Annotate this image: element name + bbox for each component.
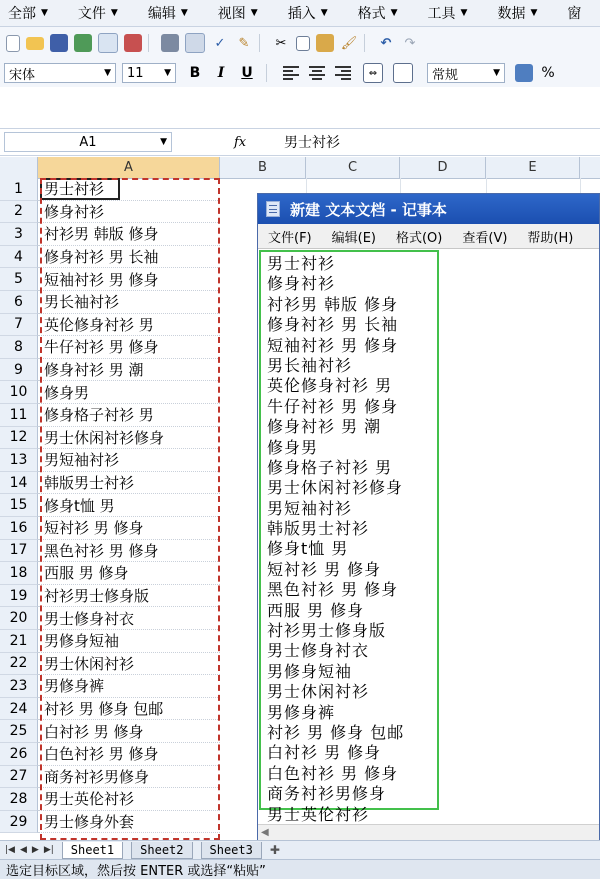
cell-a[interactable]: 男士衬衫 bbox=[38, 178, 220, 201]
chevron-down-icon: ▼ bbox=[164, 68, 171, 78]
cell-a[interactable]: 男修身短袖 bbox=[38, 630, 220, 653]
align-center-icon[interactable] bbox=[309, 66, 325, 80]
bold-button[interactable]: B bbox=[189, 65, 201, 81]
toolbar-separator bbox=[148, 34, 149, 52]
toolbar-separator bbox=[364, 34, 365, 52]
menu-format[interactable] bbox=[358, 3, 398, 23]
notepad-menu-edit[interactable]: 编辑(E) bbox=[331, 230, 376, 246]
row-header[interactable]: 6 bbox=[0, 291, 38, 314]
formatting-toolbar bbox=[0, 59, 600, 87]
menu-edit[interactable] bbox=[148, 3, 188, 23]
cell-a[interactable]: 男士休闲衬衫修身 bbox=[38, 427, 220, 450]
column-header-e[interactable]: E bbox=[486, 157, 580, 178]
chevron-down-icon: ▼ bbox=[160, 137, 167, 147]
cell-a[interactable]: 男士休闲衬衫 bbox=[38, 653, 220, 676]
text-line: 男短袖衬衫 bbox=[267, 498, 353, 518]
prev-sheet-icon[interactable]: ◀ bbox=[19, 845, 27, 855]
cell-a[interactable]: 男修身裤 bbox=[38, 675, 220, 698]
research-icon[interactable] bbox=[124, 34, 142, 52]
print-preview-icon[interactable] bbox=[185, 33, 205, 53]
chevron-down-icon: ▼ bbox=[460, 8, 468, 18]
notepad-menu-view[interactable]: 查看(V) bbox=[462, 230, 508, 246]
cell-a[interactable]: 黑色衬衫 男 修身 bbox=[38, 540, 220, 563]
cell-a[interactable]: 衬衫男士修身版 bbox=[38, 585, 220, 608]
first-sheet-icon[interactable]: |◀ bbox=[5, 845, 15, 855]
cell-a[interactable]: 牛仔衬衫 男 修身 bbox=[38, 336, 220, 359]
cell-a[interactable]: 修身男 bbox=[38, 381, 220, 404]
chevron-down-icon: ▼ bbox=[493, 68, 500, 78]
row-header[interactable]: 25 bbox=[0, 720, 38, 743]
sheet-tab-2[interactable]: Sheet2 bbox=[131, 842, 192, 859]
copy-icon[interactable] bbox=[296, 36, 310, 51]
permission-icon[interactable] bbox=[74, 34, 92, 52]
name-box-value: A1 bbox=[79, 134, 97, 150]
align-right-icon[interactable] bbox=[335, 66, 351, 80]
toolbar-area-blank bbox=[0, 87, 600, 127]
row-header[interactable]: 26 bbox=[0, 743, 38, 766]
text-line: 西服 男 修身 bbox=[267, 600, 365, 620]
menu-label: 数据 bbox=[497, 6, 526, 22]
menu-label: 文件 bbox=[77, 6, 106, 22]
notepad-window bbox=[257, 193, 600, 843]
text-line: 男长袖衬衫 bbox=[267, 355, 353, 375]
status-bar: 选定目标区域，然后按 ENTER 或选择“粘贴” bbox=[0, 859, 600, 879]
menu-label: 全部 bbox=[8, 6, 36, 22]
underline-button[interactable]: U bbox=[241, 65, 253, 81]
row-header[interactable]: 18 bbox=[0, 562, 38, 585]
column-header-row bbox=[0, 157, 600, 179]
standard-toolbar bbox=[0, 27, 600, 59]
cell-a[interactable]: 商务衬衫男修身 bbox=[38, 766, 220, 789]
save-icon[interactable] bbox=[50, 34, 68, 52]
row-header[interactable]: 14 bbox=[0, 472, 38, 495]
last-sheet-icon[interactable]: ▶| bbox=[43, 845, 54, 855]
currency-icon[interactable] bbox=[515, 64, 533, 82]
cell-a[interactable]: 修身衬衫 男 长袖 bbox=[38, 246, 220, 269]
font-name-select[interactable] bbox=[4, 63, 116, 83]
notepad-menu-file[interactable]: 文件(F) bbox=[268, 230, 312, 246]
text-line: 衬衫男士修身版 bbox=[267, 621, 387, 641]
sheet-tab-bar bbox=[0, 840, 600, 859]
cell-a[interactable]: 英伦修身衬衫 男 bbox=[38, 314, 220, 337]
row-header[interactable]: 16 bbox=[0, 517, 38, 540]
cell-a[interactable]: 衬衫 男 修身 包邮 bbox=[38, 698, 220, 721]
italic-button[interactable]: I bbox=[217, 65, 225, 81]
row-header[interactable]: 24 bbox=[0, 698, 38, 721]
scroll-left-icon[interactable]: ◀ bbox=[261, 827, 269, 838]
menubar bbox=[0, 0, 600, 27]
text-line: 牛仔衬衫 男 修身 bbox=[267, 396, 399, 416]
cell-a[interactable]: 男士修身外套 bbox=[38, 811, 220, 834]
menu-label: 编辑 bbox=[147, 6, 176, 22]
fx-area bbox=[172, 135, 272, 150]
wrap-text-icon[interactable] bbox=[393, 63, 413, 83]
text-line: 修身男 bbox=[267, 437, 319, 457]
text-line: 商务衬衫男修身 bbox=[267, 784, 387, 804]
notepad-menu-help[interactable]: 帮助(H) bbox=[527, 230, 574, 246]
menu-all[interactable] bbox=[8, 3, 48, 23]
menu-label: 工具 bbox=[427, 6, 456, 22]
text-line: 韩版男士衬衫 bbox=[267, 519, 370, 539]
new-document-icon[interactable] bbox=[6, 35, 20, 52]
number-format-value: 常规 bbox=[432, 67, 459, 83]
function-icon[interactable]: fx bbox=[234, 134, 247, 150]
redo-icon[interactable]: ↷ bbox=[404, 35, 416, 51]
notepad-menubar bbox=[258, 224, 599, 249]
font-size-select[interactable] bbox=[122, 63, 176, 83]
text-line: 修身衬衫 男 长袖 bbox=[267, 315, 399, 335]
text-line: 男修身裤 bbox=[267, 702, 336, 722]
row-header[interactable]: 23 bbox=[0, 675, 38, 698]
row-header[interactable]: 10 bbox=[0, 381, 38, 404]
text-line: 短袖衬衫 男 修身 bbox=[267, 335, 399, 355]
menu-insert[interactable] bbox=[288, 3, 328, 23]
row-header[interactable]: 8 bbox=[0, 336, 38, 359]
row-header[interactable]: 20 bbox=[0, 607, 38, 630]
notepad-title-bar[interactable] bbox=[258, 194, 599, 224]
cell-a[interactable]: 修身衬衫 男 潮 bbox=[38, 359, 220, 382]
merge-center-icon[interactable]: ⇔ bbox=[363, 63, 383, 83]
name-box[interactable] bbox=[4, 132, 172, 152]
text-line: 短衬衫 男 修身 bbox=[267, 559, 382, 579]
row-header[interactable]: 21 bbox=[0, 630, 38, 653]
row-header[interactable]: 29 bbox=[0, 811, 38, 834]
formula-input[interactable]: 男士衬衫 bbox=[284, 135, 340, 151]
column-header-c[interactable]: C bbox=[306, 157, 400, 178]
text-line: 男士衬衫 bbox=[267, 254, 336, 273]
cell-a[interactable]: 韩版男士衬衫 bbox=[38, 472, 220, 495]
menu-window[interactable] bbox=[567, 3, 581, 23]
notepad-icon bbox=[266, 201, 280, 217]
menu-tools[interactable] bbox=[428, 3, 468, 23]
row-header[interactable]: 1 bbox=[0, 178, 38, 201]
number-format-select[interactable] bbox=[427, 63, 505, 83]
chevron-down-icon: ▼ bbox=[250, 8, 258, 18]
cell-a[interactable]: 西服 男 修身 bbox=[38, 562, 220, 585]
cell-a[interactable]: 短袖衬衫 男 修身 bbox=[38, 268, 220, 291]
text-line: 修身衬衫 bbox=[267, 274, 336, 294]
cell-a[interactable]: 修身t恤 男 bbox=[38, 494, 220, 517]
formula-bar bbox=[0, 128, 600, 156]
column-header-b[interactable]: B bbox=[220, 157, 306, 178]
notepad-title: 新建 文本文档 - 记事本 bbox=[290, 200, 447, 219]
font-name-value: 宋体 bbox=[9, 67, 36, 83]
next-sheet-icon[interactable]: ▶ bbox=[31, 845, 39, 855]
chevron-down-icon: ▼ bbox=[530, 8, 538, 18]
menu-label: 窗 bbox=[567, 6, 582, 22]
row-header[interactable]: 4 bbox=[0, 246, 38, 269]
paste-icon[interactable] bbox=[316, 34, 334, 52]
row-header[interactable]: 11 bbox=[0, 404, 38, 427]
align-left-icon[interactable] bbox=[283, 66, 299, 80]
row-header[interactable]: 2 bbox=[0, 201, 38, 224]
text-line: 男修身短袖 bbox=[267, 661, 353, 681]
text-line: 修身格子衬衫 男 bbox=[267, 457, 393, 477]
chevron-down-icon: ▼ bbox=[390, 8, 398, 18]
chevron-down-icon: ▼ bbox=[104, 68, 111, 78]
row-header[interactable]: 15 bbox=[0, 494, 38, 517]
text-line: 修身衬衫 男 潮 bbox=[267, 417, 382, 437]
cell-a[interactable]: 短衬衫 男 修身 bbox=[38, 517, 220, 540]
sheet-tab-3[interactable]: Sheet3 bbox=[201, 842, 262, 859]
notepad-text-area[interactable] bbox=[259, 250, 439, 824]
text-line: 男士休闲衬衫修身 bbox=[267, 478, 404, 498]
text-line: 男士修身衬衣 bbox=[267, 641, 370, 661]
cell-a[interactable]: 修身格子衬衫 男 bbox=[38, 404, 220, 427]
cell-a[interactable]: 修身衬衫 bbox=[38, 201, 220, 224]
text-line: 修身t恤 男 bbox=[267, 539, 349, 559]
cell-a[interactable]: 男士修身衬衣 bbox=[38, 607, 220, 630]
select-all-corner[interactable] bbox=[0, 157, 38, 178]
notepad-menu-format[interactable]: 格式(O) bbox=[395, 230, 443, 246]
menu-label: 格式 bbox=[357, 6, 386, 22]
menu-label: 插入 bbox=[287, 6, 316, 22]
column-header-a[interactable]: A bbox=[38, 157, 220, 178]
chevron-down-icon: ▼ bbox=[180, 8, 188, 18]
row-header[interactable]: 27 bbox=[0, 766, 38, 789]
menu-label: 视图 bbox=[217, 6, 246, 22]
row-header[interactable]: 22 bbox=[0, 653, 38, 676]
text-line: 英伦修身衬衫 男 bbox=[267, 376, 393, 396]
menu-data[interactable] bbox=[497, 3, 537, 23]
chevron-down-icon: ▼ bbox=[320, 8, 328, 18]
text-line: 衬衫 男 修身 包邮 bbox=[267, 722, 405, 742]
cell-a[interactable]: 男士英伦衬衫 bbox=[38, 788, 220, 811]
open-folder-icon[interactable] bbox=[26, 37, 44, 50]
cell-a[interactable]: 男长袖衬衫 bbox=[38, 291, 220, 314]
toolbar-separator bbox=[266, 64, 267, 82]
cell-a[interactable]: 男短袖衬衫 bbox=[38, 449, 220, 472]
row-header[interactable]: 3 bbox=[0, 223, 38, 246]
cell-a[interactable]: 白色衬衫 男 修身 bbox=[38, 743, 220, 766]
email-icon[interactable] bbox=[98, 33, 118, 53]
active-cell-outline bbox=[40, 178, 120, 200]
text-line: 白衬衫 男 修身 bbox=[267, 743, 382, 763]
cell-a[interactable]: 白衬衫 男 修身 bbox=[38, 720, 220, 743]
undo-icon[interactable]: ↶ bbox=[380, 35, 392, 51]
row-header[interactable]: 17 bbox=[0, 540, 38, 563]
text-line: 男士英伦衬衫 bbox=[267, 804, 370, 824]
insert-sheet-icon[interactable]: ✚ bbox=[269, 843, 280, 857]
print-icon[interactable] bbox=[161, 34, 179, 52]
row-header[interactable]: 28 bbox=[0, 788, 38, 811]
chevron-down-icon: ▼ bbox=[41, 8, 48, 18]
row-header[interactable]: 12 bbox=[0, 427, 38, 450]
row-header[interactable]: 7 bbox=[0, 314, 38, 337]
text-line: 黑色衬衫 男 修身 bbox=[267, 580, 399, 600]
format-painter-icon[interactable]: ✎ bbox=[238, 35, 250, 51]
text-line: 男士休闲衬衫 bbox=[267, 682, 370, 702]
row-header[interactable]: 5 bbox=[0, 268, 38, 291]
percent-button[interactable]: % bbox=[541, 65, 555, 81]
font-size-value: 11 bbox=[127, 65, 144, 81]
sheet-tab-1[interactable]: Sheet1 bbox=[62, 842, 123, 859]
spelling-icon[interactable]: ✓ bbox=[214, 35, 226, 51]
column-header-d[interactable]: D bbox=[400, 157, 486, 178]
chevron-down-icon: ▼ bbox=[110, 8, 118, 18]
text-line: 衬衫男 韩版 修身 bbox=[267, 294, 399, 314]
toolbar-separator bbox=[259, 34, 260, 52]
row-header[interactable]: 19 bbox=[0, 585, 38, 608]
cell-a[interactable]: 衬衫男 韩版 修身 bbox=[38, 223, 220, 246]
menu-view[interactable] bbox=[218, 3, 258, 23]
row-header[interactable]: 13 bbox=[0, 449, 38, 472]
menu-file[interactable] bbox=[78, 3, 118, 23]
text-line: 白色衬衫 男 修身 bbox=[267, 763, 399, 783]
row-header[interactable]: 9 bbox=[0, 359, 38, 382]
brush-icon[interactable]: 🖌 bbox=[340, 35, 358, 51]
cut-icon[interactable]: ✂ bbox=[275, 35, 287, 51]
